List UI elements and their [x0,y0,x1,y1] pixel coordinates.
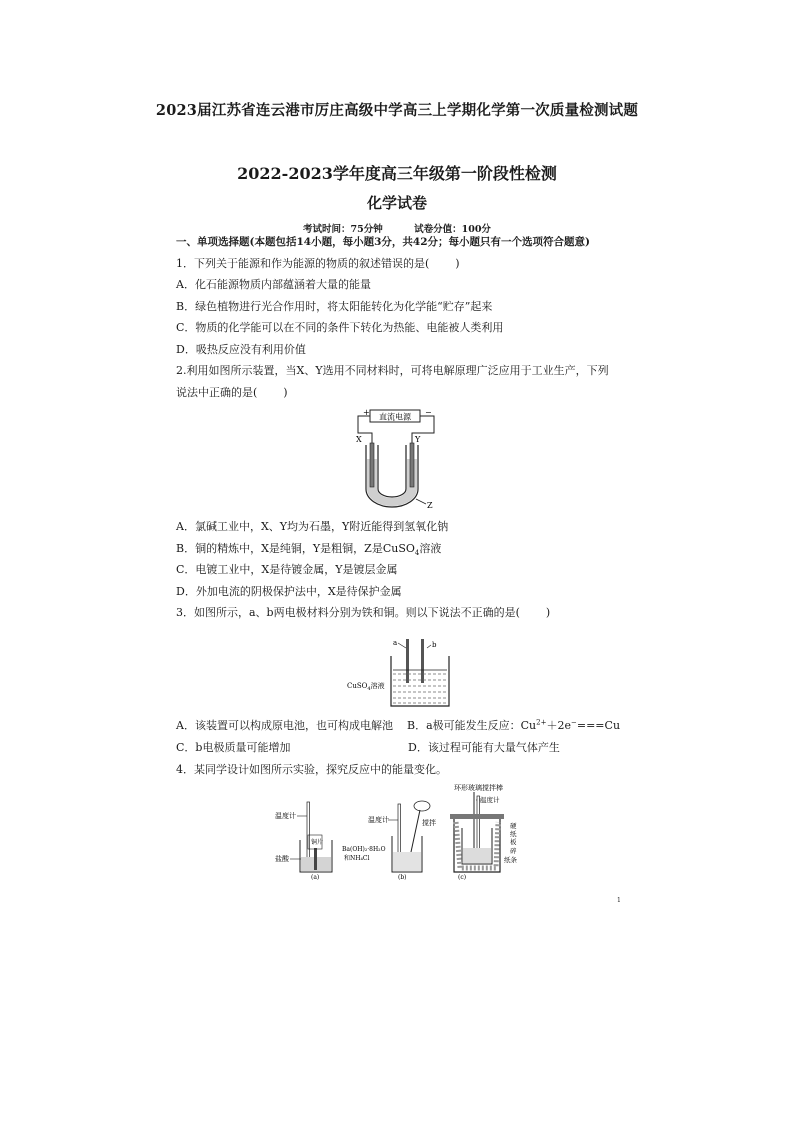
electrode-a-label: a [393,639,398,647]
electrolysis-u-tube-figure [348,407,448,511]
svg-text:硬: 硬 [510,822,517,830]
energy-experiment-figure [270,780,530,880]
q3-option-a: A．该装置可以构成原电池，也可构成电解池 [176,719,393,732]
q2-option-b: B．铜的精炼中，X是纯铜，Y是粗铜，Z是CuSO$_4$溶液 [176,542,442,558]
plus-sign: + [363,408,370,417]
q3-option-b: B．a极可能发生反应：$Cu^{2+}+2e^-===Cu$ [407,718,621,732]
thermometer-a [307,802,310,862]
svg-text:纸: 纸 [510,830,517,838]
svg-text:温度计: 温度计 [275,812,296,820]
svg-text:纸条: 纸条 [504,856,517,864]
q2-stem-line1: 2.利用如图所示装置，当X、Y选用不同材料时，可将电解原理广泛应用于工业生产，下列 [176,364,609,377]
thermometer-c [477,796,480,854]
q2-option-a: A．氯碱工业中，X、Y均为石墨，Y附近能得到氢氧化钠 [176,520,449,533]
svg-text:盐酸: 盐酸 [275,855,289,863]
electrolyte-z-label: Z [427,501,433,510]
apparatus-a [275,802,332,880]
svg-text:碎: 碎 [510,847,517,855]
exam-score: 试卷分值：100分 [414,224,491,235]
q2-stem-line2: 说法中正确的是( ) [176,386,288,399]
minus-sign: − [425,408,432,417]
q2-option-d: D．外加电流的阴极保护法中，X是待保护金属 [176,585,402,598]
svg-text:和NH₄Cl: 和NH₄Cl [344,855,370,862]
exam-time: 考试时间：75分钟 [303,224,383,235]
svg-text:(a): (a) [311,874,320,880]
electrode-a [406,639,409,683]
electrode-y-label: Y [415,435,421,444]
apparatus-c [450,783,518,880]
exam-meta [0,221,794,235]
apparatus-b [342,801,436,880]
q4-stem: 4．某同学设计如图所示实验，探究反应中的能量变化。 [176,763,447,776]
solution-label: CuSO$_4$溶液 [347,682,385,692]
q1-option-b: B．绿色植物进行光合作用时，将太阳能转化为化学能“贮存”起来 [176,300,493,313]
page-mark: 1 [617,897,621,904]
svg-text:温度计: 温度计 [480,796,500,804]
svg-text:(b): (b) [398,874,407,880]
electrode-b [421,639,424,683]
electrode-x-label: X [356,435,362,444]
svg-text:(c): (c) [458,874,467,880]
q3-stem: 3．如图所示，a、b两电极材料分别为铁和铜。则以下说法不正确的是( ) [176,606,551,619]
q3-option-c: C．b电极质量可能增加 [176,741,291,754]
q1-option-c: C．物质的化学能可以在不同的条件下转化为热能、电能被人类利用 [176,321,504,334]
electrode-x [370,443,374,487]
section-heading: 一、单项选择题(本题包括14小题，每小题3分，共42分；每小题只有一个选项符合题意) [176,236,590,248]
q3-option-d: D．该过程可能有大量气体产生 [408,741,560,754]
q1-option-d: D．吸热反应没有利用价值 [176,343,306,356]
q1-option-a: A．化石能源物质内部蕴涵着大量的能量 [176,278,371,291]
q2-option-c: C．电镀工业中，X是待镀金属，Y是镀层金属 [176,563,398,576]
electrode-b-label: b [432,641,437,649]
cardboard-lid [450,814,504,819]
electrode-y [410,443,414,487]
svg-text:Ba(OH)₂·8H₂O: Ba(OH)₂·8H₂O [342,846,386,853]
svg-text:搅拌: 搅拌 [422,819,436,827]
svg-text:铜片: 铜片 [311,839,324,846]
subject-title: 化学试卷 [366,194,427,212]
beaker-electrodes-figure [345,636,455,712]
svg-text:环形玻璃搅拌棒: 环形玻璃搅拌棒 [454,784,503,792]
exam-title: 2022-2023学年度高三年级第一阶段性检测 [237,164,557,183]
svg-text:板: 板 [510,838,517,846]
power-source-label: 直流电源 [379,412,411,422]
svg-text:温度计: 温度计 [368,816,389,824]
document-title: 2023届江苏省连云港市厉庄高级中学高三上学期化学第一次质量检测试题 [155,102,639,119]
q1-stem: 1．下列关于能源和作为能源的物质的叙述错误的是( ) [176,257,460,270]
